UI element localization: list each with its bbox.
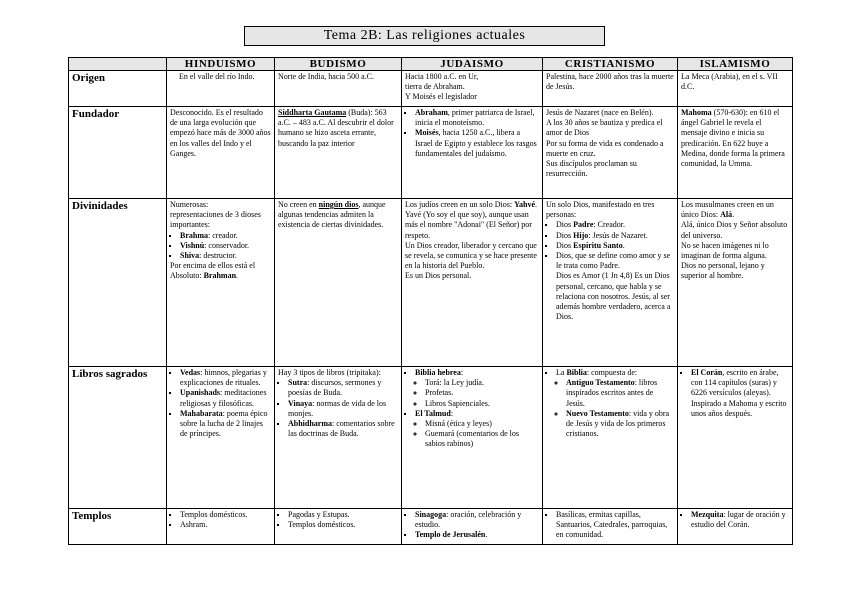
cell-fundador-budismo: Siddharta Gautama (Buda): 563 a.C. – 483 a.C. Al descubrir el dolor humano se hizo asceta errante, buscando la paz interior	[275, 107, 402, 199]
row-templos	[69, 509, 793, 545]
row-libros	[69, 367, 793, 509]
cell-origen-islamismo: La Meca (Arabia), en el s. VII d.C.	[678, 71, 793, 107]
header-row	[69, 58, 793, 71]
cell-templos-judaismo	[402, 509, 543, 545]
row-fundador	[69, 107, 793, 199]
cell-divinidades-hinduismo: Numerosas: representaciones de 3 dioses importantes: ▪ Brahma: creador. ▪ Vishnú: conservador. ▪ Shiva: destructor. Por encima de ellos está el Absoluto: Brahman.	[167, 199, 275, 367]
cell-libros-hinduismo	[167, 367, 275, 509]
cell-templos-islamismo	[678, 509, 793, 545]
cell-origen-budismo: Norte de India, hacia 500 a.C.	[275, 71, 402, 107]
list-item: ▪ Pagodas y Estupas.	[288, 510, 398, 520]
list-item: ▪ Templo de Jerusalén.	[415, 530, 539, 540]
row-label-libros: Libros sagrados	[69, 367, 167, 509]
list-item: ◦ Nuevo Testamento: vida y obra de Jesús y vida de los primeros cristianos.	[566, 409, 674, 440]
row-label-origen: Origen	[69, 71, 167, 107]
list-item: ▪ Dios Hijo: Jesús de Nazaret.	[556, 231, 674, 241]
cell-libros-islamismo	[678, 367, 793, 509]
list-item: ▪ El Corán, escrito en árabe, con 114 capítulos (suras) y 6226 versículos (aleyas). Inspirado a Mahoma y escrito unos años después.	[691, 368, 789, 419]
cell-divinidades-islamismo: Los musulmanes creen en un único Dios: Alá. Alá, único Dios y Señor absoluto del universo. No se hacen imágenes ni lo imaginan de forma alguna. Dios no personal, lejano y superior al hombre.	[678, 199, 793, 367]
cell-origen-cristianismo: Palestina, hace 2000 años tras la muerte de Jesús.	[543, 71, 678, 107]
list-item: ▪ Brahma: creador.	[180, 231, 271, 241]
cell-fundador-islamismo: Mahoma (570-630): en 610 el ángel Gabriel le revela el mensaje divino e inicia su predicación. En 622 huye a Medina, donde forma la primera comunidad, la Umma.	[678, 107, 793, 199]
cell-origen-judaismo: Hacia 1800 a.C. en Ur, tierra de Abraham. Y Moisés el legislador	[402, 71, 543, 107]
header-cristianismo: CRISTIANISMO	[543, 58, 678, 71]
cell-divinidades-budismo: No creen en ningún dios, aunque algunas tendencias admiten la existencia de ciertas divinidades.	[275, 199, 402, 367]
list-item: ▪ Shiva: destructor.	[180, 251, 271, 261]
cell-templos-cristianismo	[543, 509, 678, 545]
religions-table	[68, 57, 793, 545]
header-hinduismo: HINDUISMO	[167, 58, 275, 71]
header-islamismo: ISLAMISMO	[678, 58, 793, 71]
row-label-templos: Templos	[69, 509, 167, 545]
row-divinidades	[69, 199, 793, 367]
row-label-fundador: Fundador	[69, 107, 167, 199]
list-item: ▪ Dios Espíritu Santo.	[556, 241, 674, 251]
list-item: ◦ Torá: la Ley judía.	[425, 378, 539, 388]
list-item: ▪ Sutra: discursos, sermones y poesías de Buda.	[288, 378, 398, 398]
header-judaismo: JUDAISMO	[402, 58, 543, 71]
list-item: ▪ Mezquita: lugar de oración y estudio del Corán.	[691, 510, 789, 530]
page-title: Tema 2B: Las religiones actuales	[244, 26, 605, 46]
list-item: ◦ Profetas.	[425, 388, 539, 398]
list-item: ◦ Libros Sapienciales.	[425, 399, 539, 409]
list-item: ▪ Dios, que se define como amor y se le trata como Padre. Dios es Amor (1 Jn 4,8) Es un Dios personal, cercano, que habla y se relaciona con nosotros. Jesús, al ser además hombre verdadero, acerca a Dios.	[556, 251, 674, 322]
header-corner	[69, 58, 167, 71]
list-item: ▪ Biblia hebrea: ◦ Torá: la Ley judía. ◦ Profetas. ◦ Libros Sapienciales.	[415, 368, 539, 409]
list-item: ◦ Antiguo Testamento: libros inspirados escritos antes de Jesús.	[566, 378, 674, 409]
cell-divinidades-cristianismo: Un solo Dios, manifestado en tres personas: ▪ Dios Padre: Creador. ▪ Dios Hijo: Jesús de Nazaret. ▪ Dios Espíritu Santo. ▪ Dios, que se define como amor y se le trata como Padre. Dios es Amor (1 Jn 4,8) Es un Dios personal, cercano, que habla y se relaciona con nosotros. Jesús, al ser además hombre verdadero, acerca a Dios.	[543, 199, 678, 367]
cell-templos-hinduismo	[167, 509, 275, 545]
list-item: ◦ Guemará (comentarios de los sabios rabinos)	[425, 429, 539, 449]
list-item: ▪ Sinagoga: oración, celebración y estudio.	[415, 510, 539, 530]
list-item: ▪ La Biblia: compuesta de: ◦ Antiguo Testamento: libros inspirados escritos antes de Jesús. ◦ Nuevo Testamento: vida y obra de Jesús y vida de los primeros cristianos.	[556, 368, 674, 439]
cell-libros-cristianismo	[543, 367, 678, 509]
cell-fundador-judaismo	[402, 107, 543, 199]
cell-libros-budismo: Hay 3 tipos de libros (tripitaka): ▪ Sutra: discursos, sermones y poesías de Buda. ▪ Vinaya: normas de vida de los monjes. ▪ Abhidharma: comentarios sobre las doctrinas de Buda.	[275, 367, 402, 509]
list-item: ▪ Vedas: himnos, plegarias y explicaciones de rituales.	[180, 368, 271, 388]
list-item: ▪ Dios Padre: Creador.	[556, 220, 674, 230]
list-item: ▪ Upanishads: meditaciones religiosas y filosóficas.	[180, 388, 271, 408]
cell-templos-budismo	[275, 509, 402, 545]
cell-origen-hinduismo: En el valle del río Indo.	[167, 71, 275, 107]
cell-fundador-cristianismo: Jesús de Nazaret (nace en Belén). A los 30 años se bautiza y predica el amor de Dios Por su forma de vida es condenado a muerte en cruz. Sus discípulos proclaman su resurrección.	[543, 107, 678, 199]
list-item: ▪ Templos domésticos.	[288, 520, 398, 530]
list-item: ▪ El Talmud: ◦ Misná (ética y leyes) ◦ Guemará (comentarios de los sabios rabinos)	[415, 409, 539, 450]
list-item: ▪ Templos domésticos.	[180, 510, 271, 520]
list-item: ▪ Abraham, primer patriarca de Israel, inicia el monoteísmo.	[415, 108, 539, 128]
list-item: ▪ Mahabarata: poema épico sobre la lucha de 2 linajes de príncipes.	[180, 409, 271, 440]
header-budismo: BUDISMO	[275, 58, 402, 71]
list-item: ▪ Basílicas, ermitas capillas, Santuarios, Catedrales, parroquias, en comunidad.	[556, 510, 674, 541]
cell-divinidades-judaismo: Los judíos creen en un solo Dios: Yahvé. Yavé (Yo soy el que soy), aunque usan más el nombre "Adonai" (El Señor) por respeto. Un Dios creador, liberador y cercano que se revela, se comunica y se hace presente en la historia del Pueblo. Es un Dios personal.	[402, 199, 543, 367]
list-item: ◦ Misná (ética y leyes)	[425, 419, 539, 429]
cell-libros-judaismo	[402, 367, 543, 509]
row-label-divinidades: Divinidades	[69, 199, 167, 367]
list-item: ▪ Abhidharma: comentarios sobre las doctrinas de Buda.	[288, 419, 398, 439]
cell-fundador-hinduismo: Desconocido. Es el resultado de una larga evolución que empezó hace más de 3000 años en los valles del Indo y el Ganges.	[167, 107, 275, 199]
row-origen	[69, 71, 793, 107]
list-item: ▪ Vinaya: normas de vida de los monjes.	[288, 399, 398, 419]
list-item: ▪ Vishnú: conservador.	[180, 241, 271, 251]
list-item: ▪ Ashram.	[180, 520, 271, 530]
list-item: ▪ Moisés, hacia 1250 a.C., libera a Israel de Egipto y establece los rasgos fundamentales del judaísmo.	[415, 128, 539, 159]
